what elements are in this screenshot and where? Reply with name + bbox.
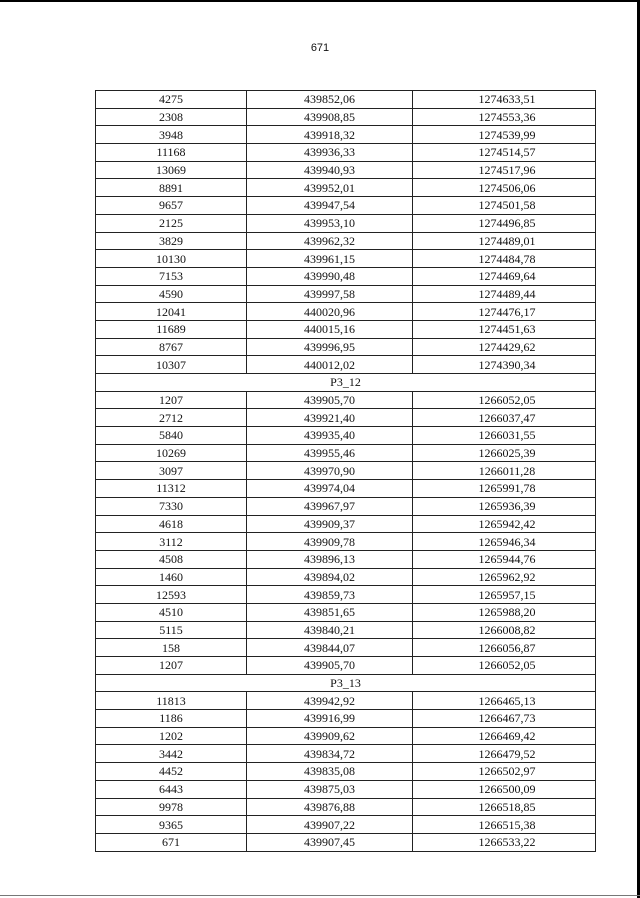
point-number-cell: 3112 xyxy=(96,533,247,551)
y-coordinate-cell: 1266008,82 xyxy=(413,621,596,639)
table-row xyxy=(96,621,596,639)
table-row xyxy=(96,533,596,551)
point-number-cell: 7330 xyxy=(96,497,247,515)
x-coordinate-cell: 439967,97 xyxy=(247,497,413,515)
table-row xyxy=(96,480,596,498)
table-row xyxy=(96,639,596,657)
x-coordinate-cell: 439962,32 xyxy=(247,232,413,250)
y-coordinate-cell: 1265988,20 xyxy=(413,603,596,621)
section-title: Р3_12 xyxy=(96,374,596,392)
section-row xyxy=(96,374,596,392)
x-coordinate-cell: 439990,48 xyxy=(247,267,413,285)
x-coordinate-cell: 439916,99 xyxy=(247,710,413,728)
x-coordinate-cell: 439961,15 xyxy=(247,250,413,268)
point-number-cell: 11689 xyxy=(96,320,247,338)
y-coordinate-cell: 1266479,52 xyxy=(413,745,596,763)
table-row xyxy=(96,603,596,621)
y-coordinate-cell: 1266515,38 xyxy=(413,816,596,834)
point-number-cell: 9657 xyxy=(96,197,247,215)
point-number-cell: 9365 xyxy=(96,816,247,834)
table-row xyxy=(96,267,596,285)
table-row xyxy=(96,727,596,745)
table-row xyxy=(96,356,596,374)
y-coordinate-cell: 1265991,78 xyxy=(413,480,596,498)
table-row xyxy=(96,108,596,126)
point-number-cell: 8767 xyxy=(96,338,247,356)
table-row xyxy=(96,710,596,728)
y-coordinate-cell: 1274539,99 xyxy=(413,126,596,144)
x-coordinate-cell: 439936,33 xyxy=(247,144,413,162)
x-coordinate-cell: 439997,58 xyxy=(247,285,413,303)
y-coordinate-cell: 1266467,73 xyxy=(413,710,596,728)
y-coordinate-cell: 1266518,85 xyxy=(413,798,596,816)
table-row xyxy=(96,833,596,851)
y-coordinate-cell: 1265936,39 xyxy=(413,497,596,515)
y-coordinate-cell: 1265942,42 xyxy=(413,515,596,533)
y-coordinate-cell: 1266056,87 xyxy=(413,639,596,657)
x-coordinate-cell: 439974,04 xyxy=(247,480,413,498)
table-row xyxy=(96,161,596,179)
table-row xyxy=(96,214,596,232)
table-row xyxy=(96,550,596,568)
table-row xyxy=(96,497,596,515)
point-number-cell: 3097 xyxy=(96,462,247,480)
table-row xyxy=(96,657,596,675)
x-coordinate-cell: 439955,46 xyxy=(247,444,413,462)
y-coordinate-cell: 1274476,17 xyxy=(413,303,596,321)
point-number-cell: 5840 xyxy=(96,427,247,445)
point-number-cell: 1207 xyxy=(96,391,247,409)
x-coordinate-cell: 439908,85 xyxy=(247,108,413,126)
table-row xyxy=(96,179,596,197)
x-coordinate-cell: 439907,22 xyxy=(247,816,413,834)
table-row xyxy=(96,197,596,215)
point-number-cell: 1207 xyxy=(96,657,247,675)
x-coordinate-cell: 439894,02 xyxy=(247,568,413,586)
y-coordinate-cell: 1274484,78 xyxy=(413,250,596,268)
point-number-cell: 2308 xyxy=(96,108,247,126)
table-row xyxy=(96,232,596,250)
x-coordinate-cell: 439852,06 xyxy=(247,91,413,109)
table-row xyxy=(96,391,596,409)
y-coordinate-cell: 1274496,85 xyxy=(413,214,596,232)
x-coordinate-cell: 439875,03 xyxy=(247,780,413,798)
x-coordinate-cell: 439840,21 xyxy=(247,621,413,639)
table-row xyxy=(96,462,596,480)
y-coordinate-cell: 1274517,96 xyxy=(413,161,596,179)
table-row xyxy=(96,692,596,710)
x-coordinate-cell: 439909,62 xyxy=(247,727,413,745)
point-number-cell: 11813 xyxy=(96,692,247,710)
x-coordinate-cell: 439909,37 xyxy=(247,515,413,533)
x-coordinate-cell: 439918,32 xyxy=(247,126,413,144)
table-row xyxy=(96,816,596,834)
y-coordinate-cell: 1274506,06 xyxy=(413,179,596,197)
y-coordinate-cell: 1274514,57 xyxy=(413,144,596,162)
point-number-cell: 11168 xyxy=(96,144,247,162)
point-number-cell: 1186 xyxy=(96,710,247,728)
x-coordinate-cell: 439844,07 xyxy=(247,639,413,657)
y-coordinate-cell: 1265946,34 xyxy=(413,533,596,551)
table-row xyxy=(96,444,596,462)
y-coordinate-cell: 1266025,39 xyxy=(413,444,596,462)
scan-bottom-edge xyxy=(0,895,640,896)
y-coordinate-cell: 1266011,28 xyxy=(413,462,596,480)
y-coordinate-cell: 1266500,09 xyxy=(413,780,596,798)
table-row xyxy=(96,91,596,109)
y-coordinate-cell: 1266533,22 xyxy=(413,833,596,851)
x-coordinate-cell: 439834,72 xyxy=(247,745,413,763)
point-number-cell: 4618 xyxy=(96,515,247,533)
y-coordinate-cell: 1274390,34 xyxy=(413,356,596,374)
table-row xyxy=(96,586,596,604)
point-number-cell: 4590 xyxy=(96,285,247,303)
point-number-cell: 7153 xyxy=(96,267,247,285)
table-row xyxy=(96,126,596,144)
y-coordinate-cell: 1266052,05 xyxy=(413,391,596,409)
point-number-cell: 6443 xyxy=(96,780,247,798)
coordinates-table xyxy=(95,90,596,852)
point-number-cell: 10269 xyxy=(96,444,247,462)
table-row xyxy=(96,763,596,781)
x-coordinate-cell: 439935,40 xyxy=(247,427,413,445)
table-row xyxy=(96,320,596,338)
x-coordinate-cell: 439921,40 xyxy=(247,409,413,427)
point-number-cell: 4510 xyxy=(96,603,247,621)
table-row xyxy=(96,144,596,162)
x-coordinate-cell: 439940,93 xyxy=(247,161,413,179)
table-row xyxy=(96,409,596,427)
x-coordinate-cell: 439942,92 xyxy=(247,692,413,710)
x-coordinate-cell: 439947,54 xyxy=(247,197,413,215)
x-coordinate-cell: 439851,65 xyxy=(247,603,413,621)
x-coordinate-cell: 439905,70 xyxy=(247,657,413,675)
section-row xyxy=(96,674,596,692)
point-number-cell: 3948 xyxy=(96,126,247,144)
table-row xyxy=(96,515,596,533)
table-row xyxy=(96,745,596,763)
y-coordinate-cell: 1274501,58 xyxy=(413,197,596,215)
x-coordinate-cell: 439953,10 xyxy=(247,214,413,232)
y-coordinate-cell: 1265957,15 xyxy=(413,586,596,604)
table-row xyxy=(96,780,596,798)
point-number-cell: 4452 xyxy=(96,763,247,781)
point-number-cell: 12041 xyxy=(96,303,247,321)
point-number-cell: 5115 xyxy=(96,621,247,639)
table-row xyxy=(96,338,596,356)
point-number-cell: 671 xyxy=(96,833,247,851)
table-row xyxy=(96,303,596,321)
point-number-cell: 1460 xyxy=(96,568,247,586)
table-row xyxy=(96,285,596,303)
x-coordinate-cell: 439896,13 xyxy=(247,550,413,568)
x-coordinate-cell: 440020,96 xyxy=(247,303,413,321)
y-coordinate-cell: 1266031,55 xyxy=(413,427,596,445)
point-number-cell: 10130 xyxy=(96,250,247,268)
y-coordinate-cell: 1266037,47 xyxy=(413,409,596,427)
point-number-cell: 10307 xyxy=(96,356,247,374)
table-row xyxy=(96,568,596,586)
x-coordinate-cell: 439952,01 xyxy=(247,179,413,197)
y-coordinate-cell: 1274633,51 xyxy=(413,91,596,109)
scan-top-edge xyxy=(0,0,640,2)
y-coordinate-cell: 1265944,76 xyxy=(413,550,596,568)
y-coordinate-cell: 1266469,42 xyxy=(413,727,596,745)
x-coordinate-cell: 439996,95 xyxy=(247,338,413,356)
table-row xyxy=(96,250,596,268)
table-row xyxy=(96,427,596,445)
y-coordinate-cell: 1274553,36 xyxy=(413,108,596,126)
y-coordinate-cell: 1266502,97 xyxy=(413,763,596,781)
y-coordinate-cell: 1274451,63 xyxy=(413,320,596,338)
point-number-cell: 3442 xyxy=(96,745,247,763)
x-coordinate-cell: 439909,78 xyxy=(247,533,413,551)
x-coordinate-cell: 439907,45 xyxy=(247,833,413,851)
point-number-cell: 13069 xyxy=(96,161,247,179)
y-coordinate-cell: 1274489,44 xyxy=(413,285,596,303)
x-coordinate-cell: 439970,90 xyxy=(247,462,413,480)
y-coordinate-cell: 1266052,05 xyxy=(413,657,596,675)
point-number-cell: 1202 xyxy=(96,727,247,745)
point-number-cell: 4508 xyxy=(96,550,247,568)
coordinates-table-body xyxy=(96,91,596,852)
y-coordinate-cell: 1274469,64 xyxy=(413,267,596,285)
y-coordinate-cell: 1266465,13 xyxy=(413,692,596,710)
point-number-cell: 3829 xyxy=(96,232,247,250)
x-coordinate-cell: 439859,73 xyxy=(247,586,413,604)
point-number-cell: 4275 xyxy=(96,91,247,109)
point-number-cell: 2712 xyxy=(96,409,247,427)
point-number-cell: 2125 xyxy=(96,214,247,232)
x-coordinate-cell: 440012,02 xyxy=(247,356,413,374)
point-number-cell: 11312 xyxy=(96,480,247,498)
x-coordinate-cell: 439905,70 xyxy=(247,391,413,409)
point-number-cell: 12593 xyxy=(96,586,247,604)
section-title: Р3_13 xyxy=(96,674,596,692)
x-coordinate-cell: 440015,16 xyxy=(247,320,413,338)
y-coordinate-cell: 1265962,92 xyxy=(413,568,596,586)
point-number-cell: 9978 xyxy=(96,798,247,816)
table-row xyxy=(96,798,596,816)
point-number-cell: 158 xyxy=(96,639,247,657)
y-coordinate-cell: 1274429,62 xyxy=(413,338,596,356)
point-number-cell: 8891 xyxy=(96,179,247,197)
x-coordinate-cell: 439876,88 xyxy=(247,798,413,816)
page-number: 671 xyxy=(310,42,330,54)
y-coordinate-cell: 1274489,01 xyxy=(413,232,596,250)
x-coordinate-cell: 439835,08 xyxy=(247,763,413,781)
